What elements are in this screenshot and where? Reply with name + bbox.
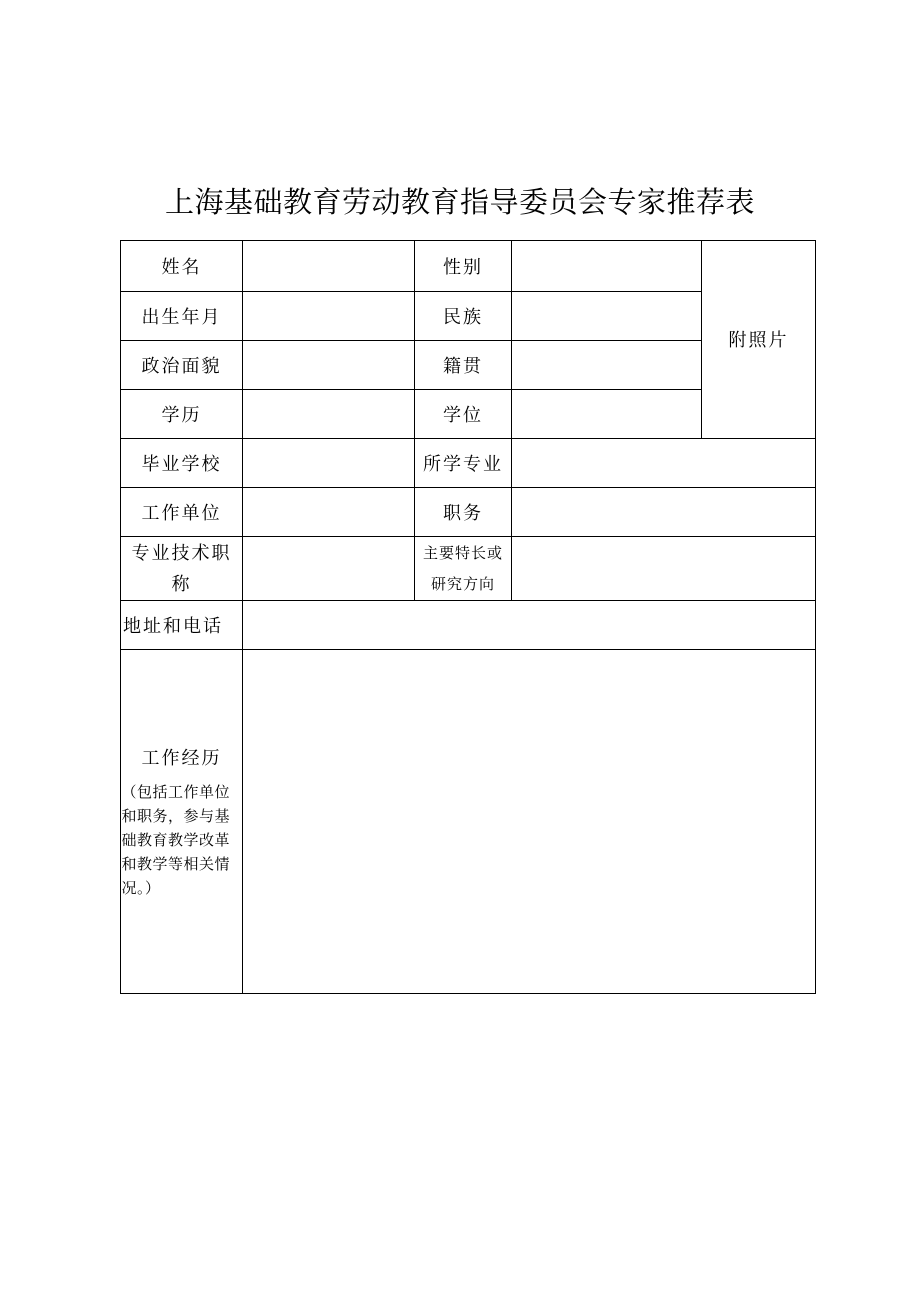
- field-education[interactable]: [242, 389, 415, 439]
- photo-label: 附照片: [728, 329, 789, 351]
- label-employer: 工作单位: [120, 487, 243, 537]
- field-school[interactable]: [242, 438, 415, 488]
- field-gender[interactable]: [511, 240, 702, 292]
- label-gender: 性别: [414, 240, 512, 292]
- label-work-history: [120, 649, 243, 994]
- work-history-title: 工作经历: [141, 747, 222, 769]
- label-degree: 学位: [414, 389, 512, 439]
- label-political: 政治面貌: [120, 340, 243, 390]
- label-tech-title-line2: 称: [171, 573, 192, 595]
- label-birth: 出生年月: [120, 291, 243, 341]
- field-political[interactable]: [242, 340, 415, 390]
- field-tech-title[interactable]: [242, 536, 415, 601]
- label-address-phone: 地址和电话: [120, 600, 243, 650]
- field-work-history[interactable]: [242, 649, 816, 994]
- label-education: 学历: [120, 389, 243, 439]
- label-native-place: 籍贯: [414, 340, 512, 390]
- label-major: 所学专业: [414, 438, 512, 488]
- label-ethnicity: 民族: [414, 291, 512, 341]
- field-degree[interactable]: [511, 389, 702, 439]
- label-name: 姓名: [120, 240, 243, 292]
- label-specialty-line1: 主要特长或: [422, 543, 503, 562]
- field-specialty[interactable]: [511, 536, 816, 601]
- work-history-note: （包括工作单位和职务，参与基础教育教学改革和教学等相关情况。）: [121, 782, 231, 897]
- label-specialty: [414, 536, 512, 601]
- label-specialty-line2: 研究方向: [430, 574, 495, 593]
- form-title: 上海基础教育劳动教育指导委员会专家推荐表: [164, 185, 755, 219]
- label-position: 职务: [414, 487, 512, 537]
- photo-box[interactable]: [701, 240, 816, 439]
- label-tech-title: [120, 536, 243, 601]
- field-name[interactable]: [242, 240, 415, 292]
- field-address-phone[interactable]: [242, 600, 816, 650]
- field-employer[interactable]: [242, 487, 415, 537]
- label-school: 毕业学校: [120, 438, 243, 488]
- label-tech-title-line1: 专业技术职: [131, 542, 232, 564]
- field-position[interactable]: [511, 487, 816, 537]
- field-ethnicity[interactable]: [511, 291, 702, 341]
- field-major[interactable]: [511, 438, 816, 488]
- field-birth[interactable]: [242, 291, 415, 341]
- field-native-place[interactable]: [511, 340, 702, 390]
